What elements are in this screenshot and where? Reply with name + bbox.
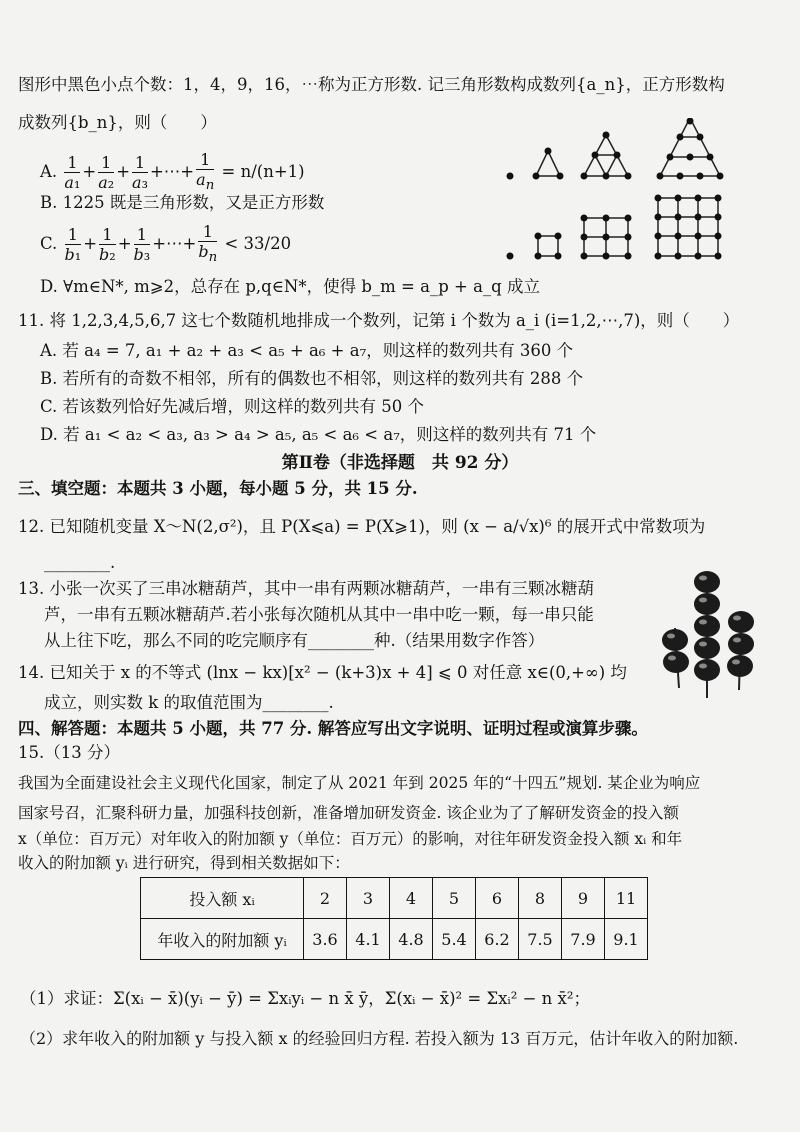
investment-table [140, 877, 648, 960]
table-cell: 3.6 [304, 919, 347, 960]
q12-line-2: ________. [44, 553, 116, 572]
intro-line-1: 图形中黑色小点个数：1，4，9，16，⋯称为正方形数. 记三角形数构成数列{a_n}，正方形数构 [18, 75, 725, 94]
q11-option-c: C. 若该数列恰好先减后增，则这样的数列共有 50 个 [40, 397, 425, 416]
q10-option-d: D. ∀m∈N*, m⩾2，总存在 p,q∈N*，使得 b_m = a_p + a_q 成立 [40, 277, 540, 296]
q13-line-1: 13. 小张一次买了三串冰糖葫芦，其中一串有两颗冰糖葫芦，一串有三颗冰糖葫 [18, 579, 594, 598]
q11-option-b: B. 若所有的奇数不相邻，所有的偶数也不相邻，则这样的数列共有 288 个 [40, 369, 584, 388]
table-cell: 8 [519, 878, 562, 919]
q14-line-1: 14. 已知关于 x 的不等式 (lnx − kx)[x² − (k+3)x + 4] ⩽ 0 对任意 x∈(0,+∞) 均 [18, 663, 627, 682]
q13-line-2: 芦，一串有五颗冰糖葫芦.若小张每次随机从其中一串中吃一颗，每一串只能 [44, 605, 594, 624]
section4-heading: 四、解答题：本题共 5 小题，共 77 分. 解答应写出文字说明、证明过程或演算步骤。 [18, 719, 648, 738]
table-row [141, 919, 648, 960]
q10-c-tail: < 33/20 [224, 234, 292, 254]
table-row [141, 878, 648, 919]
table-header-x: 投入额 xᵢ [141, 878, 304, 919]
table-cell: 4 [390, 878, 433, 919]
q11-option-a: A. 若 a₄ = 7, a₁ + a₂ + a₃ < a₅ + a₆ + a₇，则这样的数列共有 360 个 [40, 341, 574, 360]
q15-part-2: （2）求年收入的附加额 y 与投入额 x 的经验回归方程. 若投入额为 13 百万元，估计年收入的附加额. [20, 1029, 739, 1048]
table-cell: 7.5 [519, 919, 562, 960]
q10-option-c: C. $\frac{1}{\text{b₁}}$ + $\frac{1}{\text{b₂}}$ + $\frac{1}{\text{b₃}}$ +⋯+ $\frac{1}{b_n}$ < 33/20 [40, 222, 292, 266]
table-cell: 9.1 [605, 919, 648, 960]
q15-para-3: x（单位：百万元）对年收入的附加额 y（单位：百万元）的影响，对往年研发资金投入额 xᵢ 和年 [18, 830, 683, 848]
tanghulu-illustration [655, 568, 765, 708]
table-cell: 6.2 [476, 919, 519, 960]
triangular-square-number-figure [500, 118, 740, 278]
q15-para-4: 收入的附加额 yᵢ 进行研究，得到相关数据如下： [18, 854, 350, 872]
q15-head: 15.（13 分） [18, 743, 120, 762]
table-cell: 7.9 [562, 919, 605, 960]
table-cell: 4.8 [390, 919, 433, 960]
table-cell: 9 [562, 878, 605, 919]
part2-title: 第Ⅱ卷（非选择题 共 92 分） [281, 453, 519, 473]
q13-line-3: 从上往下吃，那么不同的吃完顺序有________种.（结果用数字作答） [44, 631, 545, 650]
section3-heading: 三、填空题：本题共 3 小题，每小题 5 分，共 15 分. [18, 479, 418, 498]
q11-stem: 11. 将 1,2,3,4,5,6,7 这七个数随机地排成一个数列，记第 i 个数为 a_i (i=1,2,⋯,7)，则（ ） [18, 311, 740, 330]
intro-line-2: 成数列{b_n}，则（ ） [18, 113, 217, 132]
table-cell: 11 [605, 878, 648, 919]
table-cell: 2 [304, 878, 347, 919]
q11-option-d: D. 若 a₁ < a₂ < a₃, a₃ > a₄ > a₅, a₅ < a₆ < a₇，则这样的数列共有 71 个 [40, 425, 597, 444]
q15-para-1: 我国为全面建设社会主义现代化国家，制定了从 2021 年到 2025 年的“十四五”规划. 某企业为响应 [18, 774, 701, 792]
q15-part-1: （1）求证：Σ(xᵢ − x̄)(yᵢ − ȳ) = Σxᵢyᵢ − n x̄ ȳ，Σ(xᵢ − x̄)² = Σxᵢ² − n x̄²； [20, 989, 590, 1008]
q15-para-2: 国家号召，汇聚科研力量，加强科技创新，准备增加研发资金. 该企业为了了解研发资金的投入额 [18, 804, 679, 822]
table-cell: 5 [433, 878, 476, 919]
table-cell: 4.1 [347, 919, 390, 960]
q10-option-a: A. $\frac{1}{\text{a₁}}$ + $\frac{1}{\text{a₂}}$ + $\frac{1}{\text{a₃}}$ +⋯+ $\frac{1}{a_n}$ = n/(n+1) [40, 150, 305, 194]
q12-line-1: 12. 已知随机变量 X～N(2,σ²)，且 P(X⩽a) = P(X⩾1)，则 (x − a/√x)⁶ 的展开式中常数项为 [18, 517, 706, 536]
q10-a-tail: = n/(n+1) [221, 162, 305, 182]
table-cell: 5.4 [433, 919, 476, 960]
table-cell: 6 [476, 878, 519, 919]
q10-option-b: B. 1225 既是三角形数，又是正方形数 [40, 193, 325, 212]
table-header-y: 年收入的附加额 yᵢ [141, 919, 304, 960]
q14-line-2: 成立，则实数 k 的取值范围为________. [44, 693, 334, 712]
table-cell: 3 [347, 878, 390, 919]
